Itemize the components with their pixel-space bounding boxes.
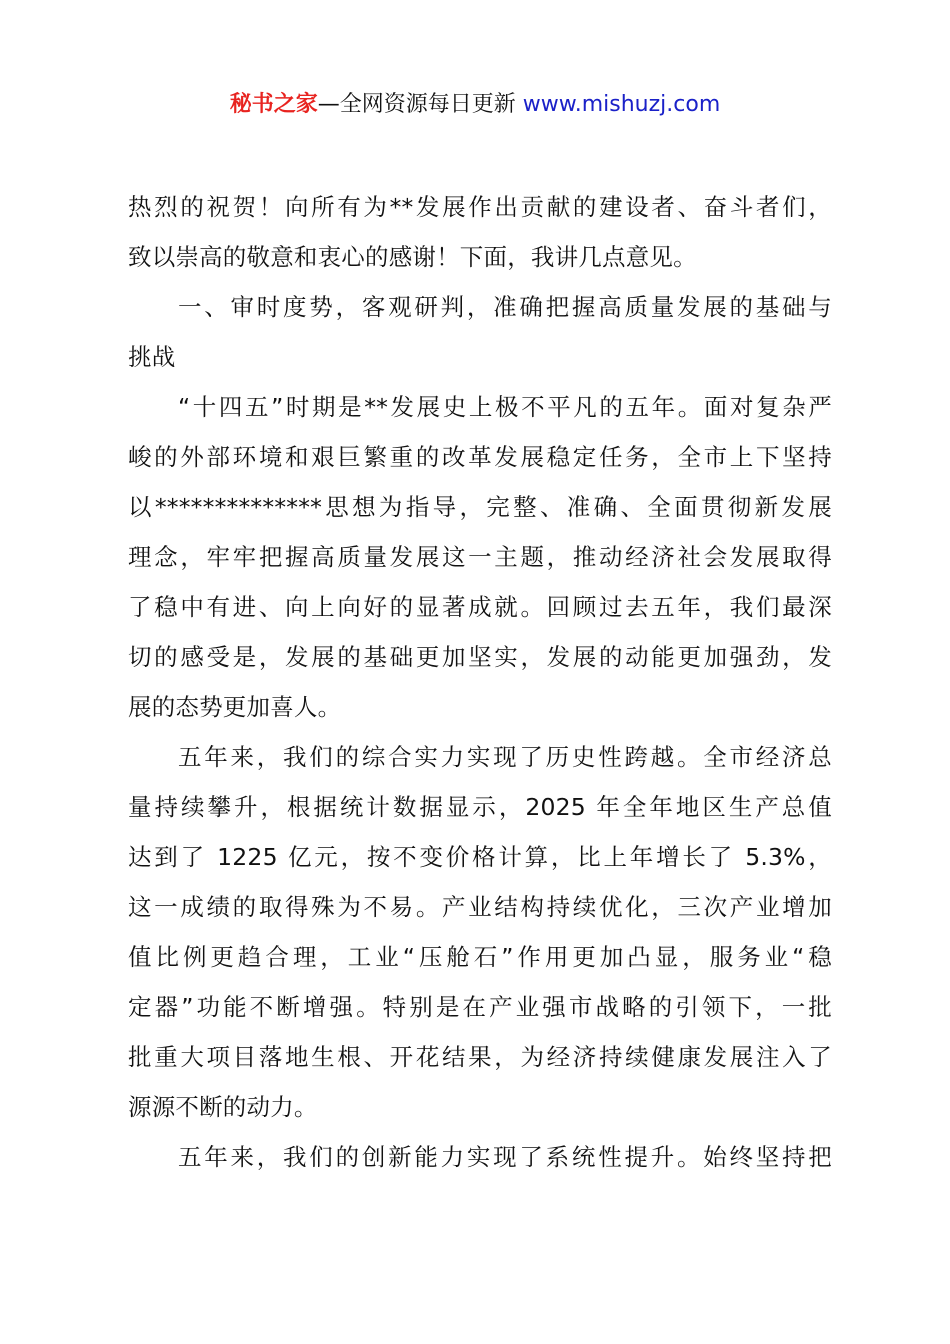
text-line: “十四五”时期是**发展史上极不平凡的五年。面对复杂严 <box>178 393 832 421</box>
text-line: 源源不断的动力。 <box>128 1093 318 1121</box>
text-line: 理念，牢牢把握高质量发展这一主题，推动经济社会发展取得 <box>128 543 832 571</box>
header-tagline: —全网资源每日更新 <box>317 92 523 117</box>
text-line: 热烈的祝贺！向所有为**发展作出贡献的建设者、奋斗者们， <box>128 193 832 221</box>
text-line: 切的感受是，发展的基础更加坚实，发展的动能更加强劲，发 <box>128 643 832 671</box>
site-url-link[interactable]: www.mishuzj.com <box>522 92 721 117</box>
text-line: 值比例更趋合理，工业“压舱石”作用更加凸显，服务业“稳 <box>128 943 832 971</box>
text-line: 致以崇高的敬意和衷心的感谢！下面，我讲几点意见。 <box>128 243 697 271</box>
site-header <box>0 88 950 122</box>
text-line: 五年来，我们的综合实力实现了历史性跨越。全市经济总 <box>178 743 832 771</box>
text-line: 了稳中有进、向上向好的显著成就。回顾过去五年，我们最深 <box>128 593 832 621</box>
text-line: 达到了 1225 亿元，按不变价格计算，比上年增长了 5.3%， <box>128 843 832 871</box>
text-line: 定器”功能不断增强。特别是在产业强市战略的引领下，一批 <box>128 993 832 1021</box>
section-heading: 一、审时度势，客观研判，准确把握高质量发展的基础与 <box>178 293 832 321</box>
text-line: 展的态势更加喜人。 <box>128 693 342 721</box>
text-line: 以**************思想为指导，完整、准确、全面贯彻新发展 <box>128 493 832 521</box>
text-line: 五年来，我们的创新能力实现了系统性提升。始终坚持把 <box>178 1143 832 1171</box>
brand-name: 秘书之家 <box>229 92 318 117</box>
text-line: 批重大项目落地生根、开花结果，为经济持续健康发展注入了 <box>128 1043 832 1071</box>
text-line: 这一成绩的取得殊为不易。产业结构持续优化，三次产业增加 <box>128 893 832 921</box>
section-heading-continued: 挑战 <box>128 343 176 371</box>
text-line: 量持续攀升，根据统计数据显示，2025 年全年地区生产总值 <box>128 793 832 821</box>
document-body <box>128 182 832 1182</box>
text-line: 峻的外部环境和艰巨繁重的改革发展稳定任务，全市上下坚持 <box>128 443 832 471</box>
